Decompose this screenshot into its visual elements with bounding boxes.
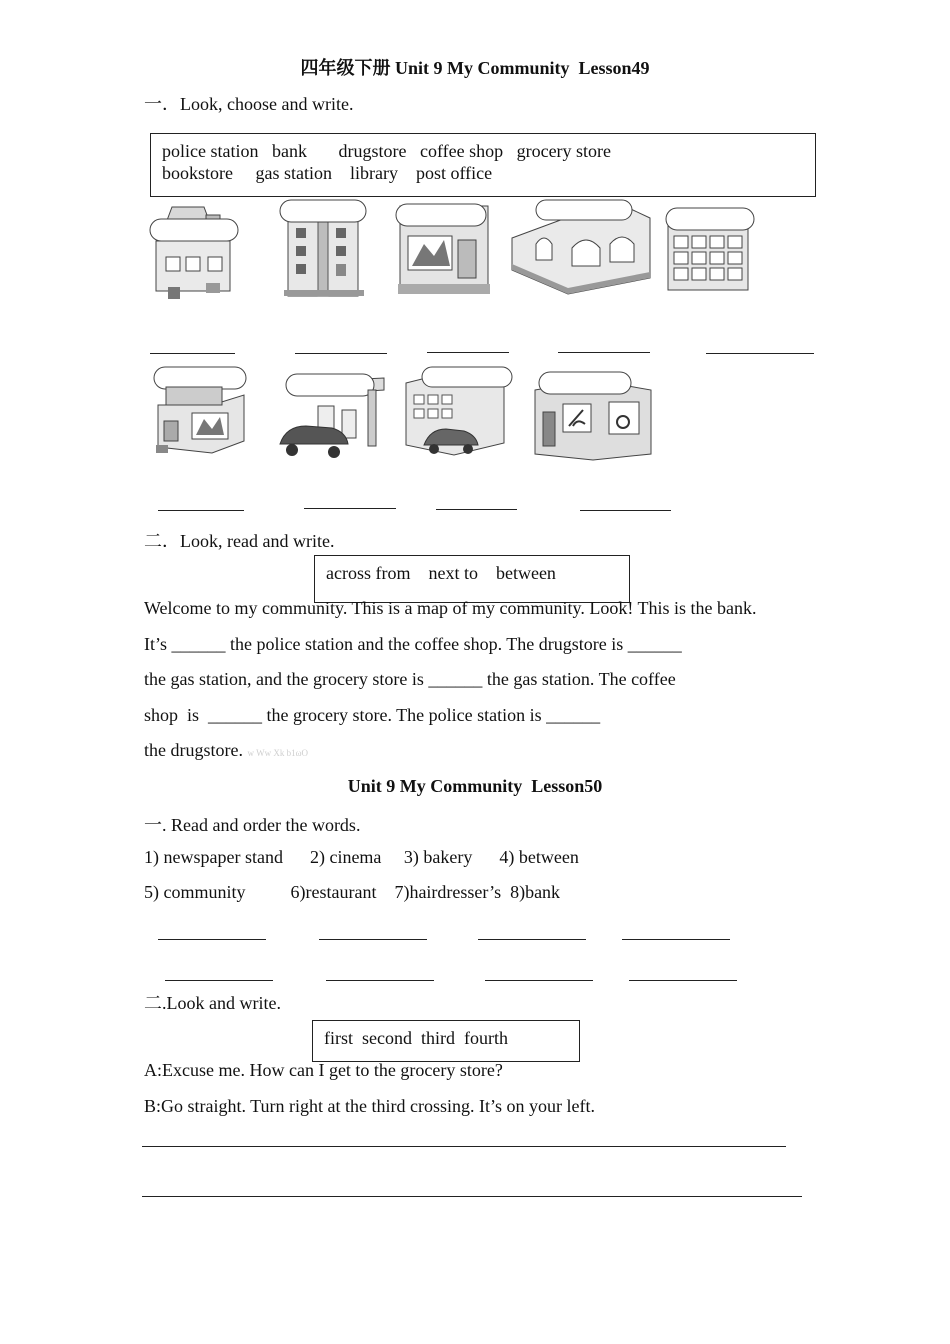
office-building-icon xyxy=(664,206,756,292)
answer-line[interactable] xyxy=(427,352,509,353)
writing-line[interactable] xyxy=(142,1196,802,1197)
answer-line[interactable] xyxy=(580,510,671,511)
passage-line-5-text: the drugstore. xyxy=(144,740,243,760)
lesson50-section2-heading: 二.Look and write. xyxy=(144,993,281,1013)
answer-line[interactable] xyxy=(622,939,730,940)
lesson50-section1-heading: 一. Read and order the words. xyxy=(144,815,361,835)
answer-line[interactable] xyxy=(478,939,586,940)
answer-line[interactable] xyxy=(629,980,737,981)
domed-store-icon xyxy=(510,198,654,302)
ordinal-word-box xyxy=(312,1020,580,1062)
word-bank-box xyxy=(150,133,816,197)
gas-station-icon xyxy=(276,370,386,460)
answer-line[interactable] xyxy=(485,980,593,981)
lesson49-section1-heading: 一．Look, choose and write. xyxy=(144,94,354,114)
ordinal-word-box-text: first second third fourth xyxy=(324,1028,508,1048)
answer-line[interactable] xyxy=(158,510,244,511)
lesson50-title: Unit 9 My Community Lesson50 xyxy=(347,776,603,796)
apartment-building-icon xyxy=(278,198,370,300)
word-bank-line-2: bookstore gas station library post office xyxy=(162,163,493,183)
word-list-line-1: 1) newspaper stand 2) cinema 3) bakery 4) between xyxy=(144,847,579,867)
answer-line[interactable] xyxy=(150,353,235,354)
writing-line[interactable] xyxy=(142,1146,786,1147)
word-box xyxy=(314,555,630,603)
answer-line[interactable] xyxy=(165,980,273,981)
passage-line-1: Welcome to my community. This is a map of my community. Look! This is the bank. xyxy=(144,598,757,618)
passage-line-3: the gas station, and the grocery store is ______ the gas station. The coffee xyxy=(144,669,676,689)
dialogue-b: B:Go straight. Turn right at the third crossing. It’s on your left. xyxy=(144,1096,595,1116)
word-box-text: across from next to between xyxy=(326,563,556,583)
shop-building-icon xyxy=(394,196,494,300)
watermark: w Ww Xk b1ωO xyxy=(247,748,308,758)
answer-line[interactable] xyxy=(326,980,434,981)
word-list-line-2: 5) community 6)restaurant 7)hairdresser’s 8)bank xyxy=(144,882,561,902)
passage-line-5 xyxy=(144,740,308,761)
lesson49-title: 四年级下册 Unit 9 My Community Lesson49 xyxy=(300,58,650,78)
garage-building-icon xyxy=(404,365,516,459)
word-bank-line-1: police station bank drugstore coffee shop grocery store xyxy=(162,141,612,161)
answer-line[interactable] xyxy=(319,939,427,940)
passage-line-4: shop is ______ the grocery store. The police station is ______ xyxy=(144,705,601,725)
corner-shop-icon xyxy=(533,370,653,462)
lesson49-section2-heading: 二．Look, read and write. xyxy=(144,531,335,551)
answer-line[interactable] xyxy=(295,353,387,354)
answer-line[interactable] xyxy=(158,939,266,940)
store-with-shelves-icon xyxy=(152,365,248,457)
answer-line[interactable] xyxy=(436,509,517,510)
answer-line[interactable] xyxy=(706,353,814,354)
house-building-icon xyxy=(146,203,242,303)
answer-line[interactable] xyxy=(304,508,396,509)
passage-line-2: It’s ______ the police station and the coffee shop. The drugstore is ______ xyxy=(144,634,682,654)
dialogue-a: A:Excuse me. How can I get to the grocery store? xyxy=(144,1060,503,1080)
answer-line[interactable] xyxy=(558,352,650,353)
